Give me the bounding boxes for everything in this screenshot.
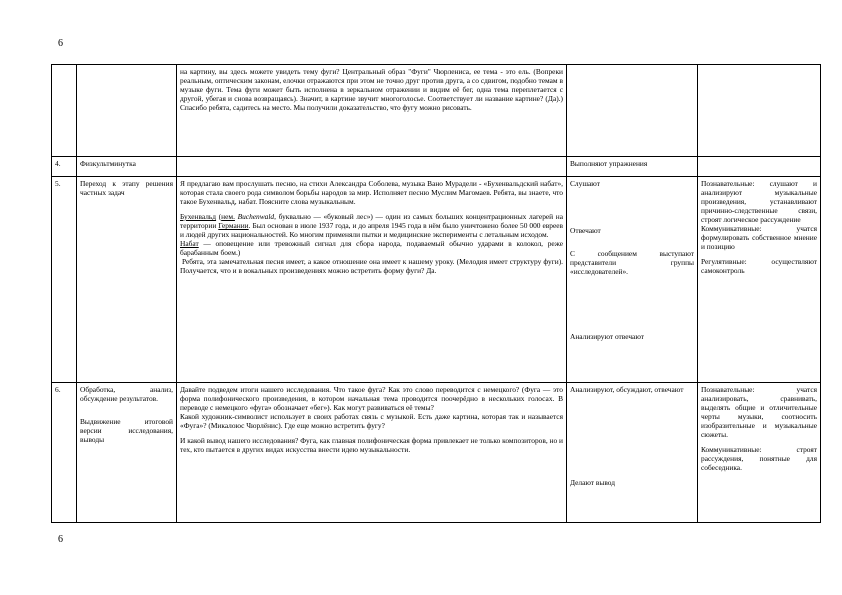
student-cell	[567, 383, 698, 523]
student-activity: Отвечают	[570, 226, 601, 236]
teacher-text: на картину, вы здесь можете увидеть тему фуги? Центральный образ "Фуги" Чюрлениса, ее тема - это ель. (Вопреки реальным, оптическим законам, елочки отражаются при этом не точно друг против друга, а со сдвигом, подобно темам в музыке фуги. Тема фуги может быть исполнена в зеркальном отражении и видим её бег, одна тема переплетается с другой, убегая и снова возвращаясь). Значит, в картине звучит многоголосье. Соответствует ли название картине? (Да).) Спасибо ребята, садитесь на место. Мы получили доказательство, что фугу можно рисовать.	[180, 67, 563, 113]
uud-text: Познавательные: слушают и анализируют музыкальные произведения, устанавливают причинно-следственные связи, строят логическое рассуждение	[701, 179, 817, 225]
teacher-text-buchenwald: Бухенвальд (нем. Buchenwald, буквально — «буковый лес») — один из самых больших концентрационных лагерей на территории Германии. Был основан в июле 1937 года, и до апреля 1945 года в нём было уничтожено более 50 000 евреев и людей других национальностей. Ко многим применяли пытки и медицинские эксперименты с летальным исходом.	[180, 212, 563, 240]
student-activity: Делают вывод	[570, 478, 616, 488]
table-row-5	[52, 177, 821, 383]
num-cell: 6.	[52, 383, 77, 523]
stage-cell: Переход к этапу решения частных задач	[77, 177, 177, 383]
uud-cell	[698, 157, 821, 177]
teacher-text: И какой вывод нашего исследования? Фуга, как главная полифоническая форма привлекает не только композиторов, но и тех, кто пытается в других видах искусства внести идею музыкальности.	[180, 436, 563, 455]
page-number-top: 6	[58, 38, 63, 49]
teacher-cell	[177, 157, 567, 177]
teacher-text: Какой художник-символист использует в своих работах связь с музыкой. Есть даже картина, которая так и называется «Фуга»? (Микалоюс Чюрлёнис). Где еще можно встретить фугу?	[180, 412, 563, 431]
student-activity: Анализируют отвечают	[570, 332, 644, 342]
link-nem[interactable]: нем.	[221, 212, 235, 222]
num-cell	[52, 65, 77, 157]
student-activity: Анализируют, обсуждают, отвечают	[570, 385, 684, 394]
teacher-cell	[177, 383, 567, 523]
num-cell: 4.	[52, 157, 77, 177]
teacher-cell	[177, 177, 567, 383]
teacher-cell	[177, 65, 567, 157]
num-cell: 5.	[52, 177, 77, 383]
lesson-plan-table	[51, 64, 821, 523]
uud-cell	[698, 177, 821, 383]
stage-cell	[77, 383, 177, 523]
table-row-6	[52, 383, 821, 523]
student-cell	[567, 177, 698, 383]
uud-cell	[698, 383, 821, 523]
term-nabat: Набат	[180, 239, 199, 249]
term-buchenwald: Бухенвальд	[180, 212, 217, 222]
uud-text: Познавательные: учатся анализировать, сравнивать, выделять общие и отличительные черты музыки, соотносить изобразительные и музыкальные сюжеты.	[701, 385, 817, 440]
teacher-text: Я предлагаю вам прослушать песню, на стихи Александра Соболева, музыка Вано Мурадели - «Бухенвальдский набат», которая стала своего рода символом борьбы народов за мир. Исполняет песню Муслим Магомаев. Ребята, вы знаете, что такое Бухенвальд, набат. Поясните слова музыкальным.	[180, 179, 563, 207]
stage-cell: Физкультминутка	[77, 157, 177, 177]
uud-text: Коммуникативные: учатся формулировать собственное мнение и позицию	[701, 224, 817, 252]
stage-cell	[77, 65, 177, 157]
page-number-bottom: 6	[58, 534, 63, 545]
uud-text: Регулятивные: осуществляют самоконтроль	[701, 257, 817, 276]
teacher-text: Ребята, эта замечательная песня имеет, а какое отношение она имеет к нашему уроку. (Мелодия имеет структуру фуги). Получается, что и в вокальных произведениях можно встретить форму фуги? Да.	[180, 257, 563, 276]
table-row-continuation	[52, 65, 821, 157]
table-row-4	[52, 157, 821, 177]
uud-cell	[698, 65, 821, 157]
stage-text: Обработка, анализ, обсуждение результатов.	[80, 385, 173, 404]
student-activity: Слушают	[570, 179, 600, 188]
student-cell	[567, 65, 698, 157]
uud-text: Коммуникативные: строят рассуждения, понятные для собеседника.	[701, 445, 817, 473]
teacher-text: Давайте подведем итоги нашего исследования. Что такое фуга? Как это слово переводится с немецкого? (Фуга — это форма полифонического произведения, в котором начальная тема проводится поочерёдно в нескольких голосах. В переводе с немецкого «фуга» обозначает «бег»). Как могут развиваться её темы?	[180, 385, 563, 413]
student-activity: С сообщением выступают представители группы «исследователей».	[570, 249, 694, 277]
teacher-text-nabat: Набат — оповещение или тревожный сигнал для сбора народа, подаваемый обычно ударами в колокол, реже барабанным боем.)	[180, 239, 563, 258]
stage-text: Выдвижение итоговой версии исследования, выводы	[80, 417, 173, 445]
student-cell: Выполняют упражнения	[567, 157, 698, 177]
link-germany[interactable]: Германии	[218, 221, 249, 231]
